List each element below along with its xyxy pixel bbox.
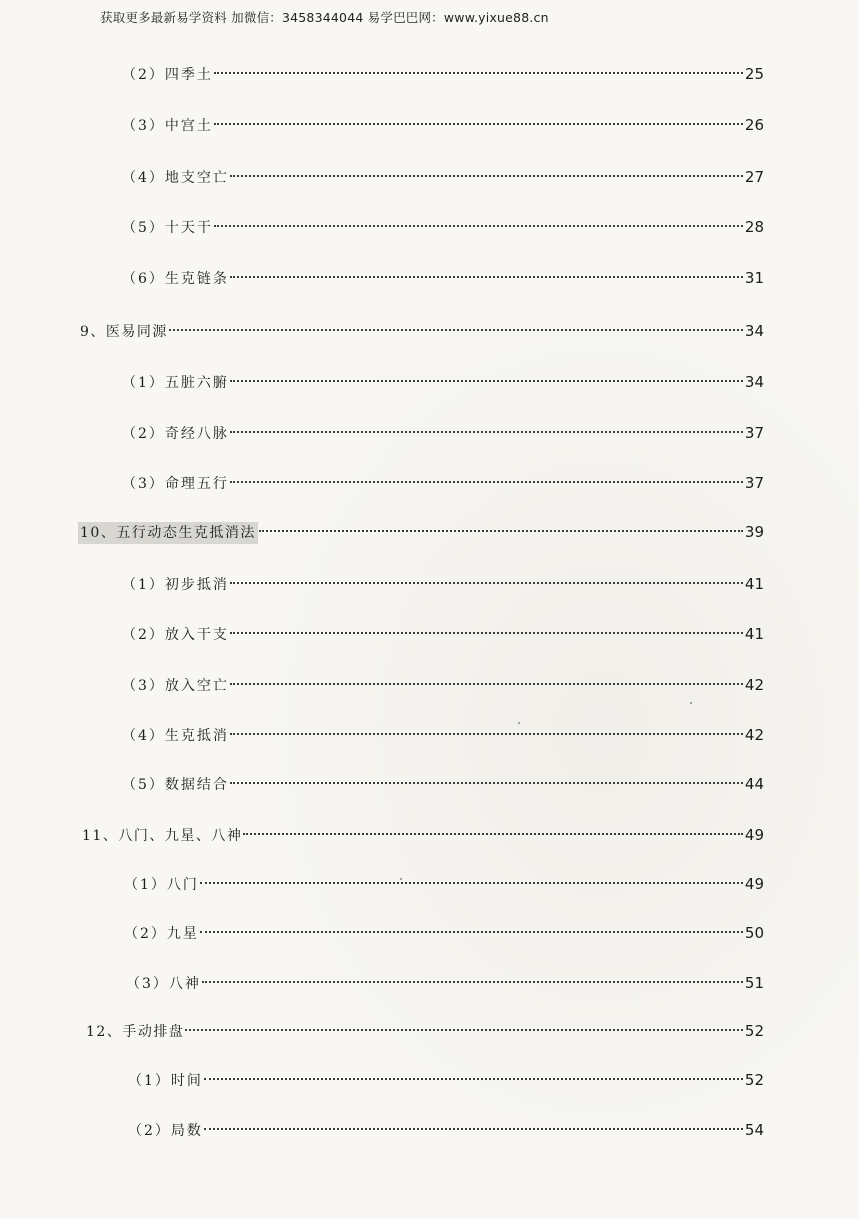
toc-entry-page: 37 (744, 424, 764, 442)
toc-entry-page: 31 (744, 269, 764, 287)
toc-entry-label: （2）奇经八脉 (122, 426, 229, 442)
leader-dots (200, 931, 743, 933)
toc-chapter-entry[interactable] (80, 320, 764, 342)
toc-entry-label: （1）时间 (128, 1073, 203, 1089)
toc-entry-page: 49 (744, 875, 764, 893)
toc-entry-label: （3）八神 (126, 976, 201, 992)
toc-entry-label: （4）生克抵消 (122, 728, 229, 744)
leader-dots (230, 782, 743, 784)
leader-dots (214, 72, 743, 74)
toc-entry[interactable] (124, 873, 764, 895)
leader-dots (204, 1078, 743, 1080)
toc-entry-page: 41 (744, 625, 764, 643)
leader-dots (214, 123, 743, 125)
toc-entry[interactable] (122, 472, 764, 494)
toc-entry-label: （6）生克链条 (122, 271, 229, 287)
scan-speck (400, 878, 402, 880)
toc-entry-label: （3）命理五行 (122, 476, 229, 492)
toc-entry-label: （1）五脏六腑 (122, 375, 229, 391)
toc-entry[interactable] (128, 1119, 764, 1141)
toc-entry-page: 52 (744, 1071, 764, 1089)
toc-entry-page: 26 (744, 116, 764, 134)
toc-entry-page: 37 (744, 474, 764, 492)
toc-entry[interactable] (122, 623, 764, 645)
toc-entry-page: 25 (744, 65, 764, 83)
toc-entry-label: （3）放入空亡 (122, 678, 229, 694)
toc-entry[interactable] (128, 1069, 764, 1091)
leader-dots (230, 380, 743, 382)
toc-entry-page: 49 (744, 826, 764, 844)
toc-entry-page: 42 (744, 676, 764, 694)
leader-dots (169, 329, 743, 331)
toc-entry[interactable] (122, 773, 764, 795)
toc-entry[interactable] (122, 724, 764, 746)
leader-dots (230, 632, 743, 634)
toc-entry-page: 51 (744, 974, 764, 992)
leader-dots (230, 733, 743, 735)
leader-dots (202, 981, 743, 983)
toc-entry-page: 44 (744, 775, 764, 793)
toc-entry[interactable] (122, 114, 764, 136)
toc-chapter-label: 10、五行动态生克抵消法 (78, 522, 258, 544)
leader-dots (230, 276, 743, 278)
scan-speck (518, 722, 520, 724)
toc-entry[interactable] (122, 422, 764, 444)
toc-entry-page: 42 (744, 726, 764, 744)
leader-dots (185, 1029, 743, 1031)
toc-entry-label: （5）数据结合 (122, 777, 229, 793)
leader-dots (230, 582, 743, 584)
leader-dots (204, 1128, 743, 1130)
toc-entry[interactable] (122, 674, 764, 696)
page-header-watermark: 获取更多最新易学资料 加微信：3458344044 易学巴巴网：www.yixue88.cn (100, 10, 549, 25)
toc-entry-label: （1）八门 (124, 877, 199, 893)
toc-entry[interactable] (122, 216, 764, 238)
toc-entry-label: （2）放入干支 (122, 627, 229, 643)
scan-speck (690, 702, 692, 704)
toc-entry[interactable] (124, 922, 764, 944)
toc-entry-page: 50 (744, 924, 764, 942)
toc-entry[interactable] (126, 972, 764, 994)
toc-entry-page: 52 (744, 1022, 764, 1040)
toc-chapter-label: 11、八门、九星、八神 (82, 828, 243, 844)
toc-chapter-entry[interactable] (86, 1020, 764, 1042)
toc-entry-page: 39 (744, 523, 764, 541)
toc-entry-label: （2）局数 (128, 1123, 203, 1139)
toc-entry-page: 34 (744, 322, 764, 340)
toc-entry-page: 41 (744, 575, 764, 593)
toc-entry-label: （5）十天干 (122, 220, 213, 236)
toc-entry-label: （2）九星 (124, 926, 199, 942)
toc-entry-page: 34 (744, 373, 764, 391)
toc-chapter-entry[interactable] (82, 824, 764, 846)
toc-entry[interactable] (122, 371, 764, 393)
leader-dots (230, 431, 743, 433)
toc-entry-page: 54 (744, 1121, 764, 1139)
toc-entry-label: （4）地支空亡 (122, 170, 229, 186)
toc-entry-page: 27 (744, 168, 764, 186)
toc-entry-page: 28 (744, 218, 764, 236)
leader-dots (259, 530, 743, 532)
toc-entry-label: （3）中宫土 (122, 118, 213, 134)
toc-entry[interactable] (122, 573, 764, 595)
toc-entry-label: （1）初步抵消 (122, 577, 229, 593)
leader-dots (230, 481, 743, 483)
toc-chapter-entry[interactable] (78, 521, 764, 543)
leader-dots (243, 833, 743, 835)
leader-dots (214, 225, 743, 227)
toc-entry[interactable] (122, 63, 764, 85)
leader-dots (230, 175, 743, 177)
toc-entry-label: （2）四季土 (122, 67, 213, 83)
toc-chapter-label: 12、手动排盘 (86, 1024, 185, 1040)
leader-dots (230, 683, 743, 685)
toc-entry[interactable] (122, 166, 764, 188)
toc-chapter-label: 9、医易同源 (80, 324, 168, 340)
toc-entry[interactable] (122, 267, 764, 289)
leader-dots (200, 882, 743, 884)
